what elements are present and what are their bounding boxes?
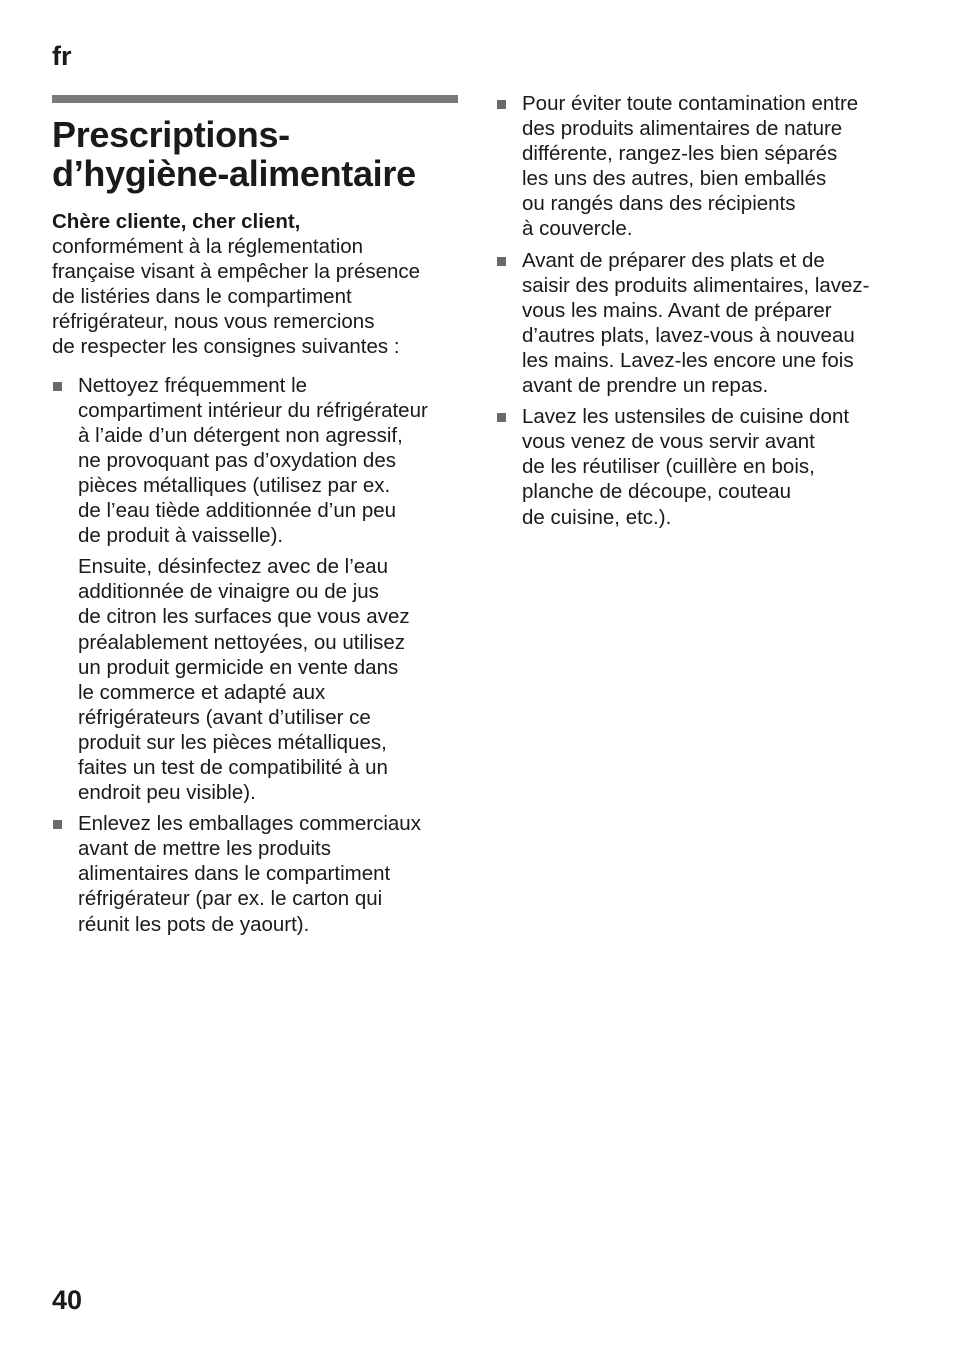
list-item-paragraph — [522, 91, 906, 242]
list-item — [52, 811, 458, 936]
text-line: les mains. Lavez-les encore une fois — [522, 348, 854, 372]
text-line: Ensuite, désinfectez avec de l’eau — [78, 555, 388, 579]
text-line: saisir des produits alimentaires, lavez- — [522, 273, 870, 297]
text-line: réfrigérateur (par ex. le carton qui — [78, 887, 383, 911]
text-line: ne provoquant pas d’oxydation des — [78, 448, 396, 472]
left-bullet-list — [52, 373, 458, 937]
text-line: pièces métalliques (utilisez par ex. — [78, 473, 391, 497]
text-line: vous venez de vous servir avant — [522, 430, 815, 454]
text-line: de l’eau tiède additionnée d’un peu — [78, 499, 397, 523]
text-line: Enlevez les emballages commerciaux — [78, 812, 421, 836]
square-bullet-icon — [53, 382, 62, 391]
text-line: française visant à empêcher la présence — [52, 260, 421, 284]
text-line: les uns des autres, bien emballés — [522, 167, 827, 191]
text-line: des produits alimentaires de nature — [522, 117, 843, 141]
text-line: de cuisine, etc.). — [522, 505, 672, 529]
language-code: fr — [52, 41, 72, 71]
text-line: avant de mettre les produits — [78, 837, 331, 861]
text-line: réfrigérateur, nous vous remercions — [52, 310, 375, 334]
text-line: avant de prendre un repas. — [522, 374, 769, 398]
text-line: le commerce et adapté aux — [78, 680, 326, 704]
list-item-paragraph — [78, 373, 458, 549]
list-item — [496, 248, 906, 399]
text-line: vous les mains. Avant de préparer — [522, 298, 832, 322]
text-line: réunit les pots de yaourt). — [78, 912, 310, 936]
page-number: 40 — [52, 1285, 83, 1315]
text-line: produit sur les pièces métalliques, — [78, 730, 387, 754]
square-bullet-icon — [497, 257, 506, 266]
right-bullet-list — [496, 91, 906, 530]
text-line: compartiment intérieur du réfrigérateur — [78, 398, 428, 422]
section-title-line: d’hygiène-alimentaire — [52, 153, 416, 194]
list-item — [496, 404, 906, 529]
section-title-line: Prescriptions- — [52, 114, 290, 155]
text-line: à l’aide d’un détergent non agressif, — [78, 423, 403, 447]
text-line: de produit à vaisselle). — [78, 524, 284, 548]
intro-salutation: Chère cliente, cher client, — [52, 210, 301, 233]
left-column — [52, 95, 458, 943]
text-line: préalablement nettoyées, ou utilisez — [78, 630, 406, 654]
right-column — [496, 91, 906, 536]
square-bullet-icon — [53, 820, 62, 829]
list-item — [496, 91, 906, 242]
text-line: un produit germicide en vente dans — [78, 655, 399, 679]
text-line: alimentaires dans le compartiment — [78, 862, 391, 886]
text-line: à couvercle. — [522, 217, 633, 241]
text-line: ou rangés dans des récipients — [522, 192, 796, 216]
text-line: endroit peu visible). — [78, 781, 256, 805]
text-line: additionnée de vinaigre ou de jus — [78, 580, 379, 604]
square-bullet-icon — [497, 413, 506, 422]
text-line: de listéries dans le compartiment — [52, 285, 352, 309]
section-title — [52, 115, 458, 193]
text-line: Avant de préparer des plats et de — [522, 248, 825, 272]
text-line: Lavez les ustensiles de cuisine dont — [522, 405, 850, 429]
intro-text — [52, 234, 458, 359]
text-line: différente, rangez-les bien séparés — [522, 142, 838, 166]
text-line: d’autres plats, lavez-vous à nouveau — [522, 323, 855, 347]
text-line: réfrigérateurs (avant d’utiliser ce — [78, 705, 371, 729]
text-line: Nettoyez fréquemment le — [78, 373, 308, 397]
title-rule — [52, 95, 458, 103]
text-line: faites un test de compatibilité à un — [78, 755, 388, 779]
text-line: de citron les surfaces que vous avez — [78, 605, 410, 629]
list-item-paragraph — [522, 248, 906, 399]
list-item-paragraph — [522, 404, 906, 529]
list-item — [52, 373, 458, 806]
list-item-paragraph — [78, 811, 458, 936]
text-line: Pour éviter toute contamination entre — [522, 92, 859, 115]
list-item-paragraph — [78, 554, 458, 805]
text-line: planche de découpe, couteau — [522, 480, 792, 504]
text-line: de les réutiliser (cuillère en bois, — [522, 455, 815, 479]
text-line: conformément à la réglementation — [52, 235, 364, 259]
intro-paragraph — [52, 209, 458, 360]
text-line: de respecter les consignes suivantes : — [52, 335, 400, 359]
square-bullet-icon — [497, 100, 506, 109]
